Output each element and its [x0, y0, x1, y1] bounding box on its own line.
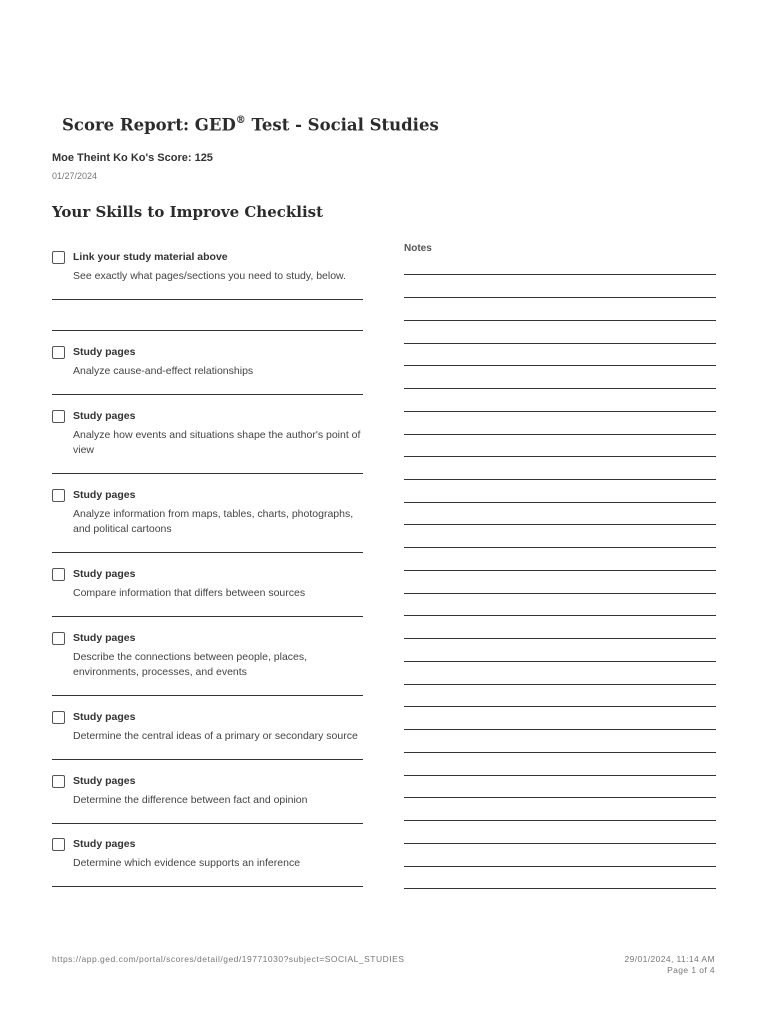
note-line: [404, 843, 716, 844]
note-line: [404, 524, 716, 525]
score-date: 01/27/2024: [52, 171, 98, 181]
note-line: [404, 411, 716, 412]
note-line: [404, 888, 716, 889]
footer-page-number: Page 1 of 4: [667, 965, 715, 975]
note-line: [404, 775, 716, 776]
checklist-item-title: Study pages: [73, 346, 136, 358]
divider: [52, 394, 363, 395]
divider: [52, 299, 363, 300]
notes-label: Notes: [404, 243, 432, 254]
checklist-item-title: Study pages: [73, 775, 136, 787]
divider: [52, 330, 363, 331]
note-line: [404, 729, 716, 730]
checkbox[interactable]: [52, 346, 65, 359]
checklist-item-title: Study pages: [73, 410, 136, 422]
checkbox[interactable]: [52, 632, 65, 645]
checklist-item-description: Determine the central ideas of a primary or secondary source: [73, 730, 358, 742]
note-line: [404, 365, 716, 366]
note-line: [404, 456, 716, 457]
checklist-item-title: Study pages: [73, 489, 136, 501]
checklist-item-description: Describe the connections between people, places, environments, processes, and events: [73, 651, 308, 678]
footer-timestamp: 29/01/2024, 11:14 AM: [624, 954, 715, 964]
checkbox[interactable]: [52, 489, 65, 502]
skills-checklist: [52, 0, 363, 1024]
checklist-item-description: Compare information that differs between sources: [73, 587, 306, 599]
note-line: [404, 593, 716, 594]
note-line: [404, 547, 716, 548]
note-line: [404, 343, 716, 344]
footer-url: https://app.ged.com/portal/scores/detail/ged/19771030?subject=SOCIAL_STUDIES: [52, 954, 405, 964]
divider: [52, 552, 363, 553]
divider: [52, 823, 363, 824]
checklist-item-title: Link your study material above: [73, 251, 228, 263]
checklist-item-description: Analyze cause-and-effect relationships: [73, 365, 254, 377]
note-line: [404, 274, 716, 275]
footer-meta: [624, 954, 715, 976]
title-suffix: Test - Social Studies: [245, 115, 439, 135]
checkbox[interactable]: [52, 410, 65, 423]
divider: [52, 759, 363, 760]
checklist-item-description: Determine which evidence supports an inference: [73, 857, 301, 869]
note-line: [404, 479, 716, 480]
note-line: [404, 706, 716, 707]
note-line: [404, 434, 716, 435]
note-line: [404, 638, 716, 639]
title-prefix: Score Report: GED: [62, 115, 236, 135]
checklist-item-title: Study pages: [73, 838, 136, 850]
note-line: [404, 866, 716, 867]
note-line: [404, 297, 716, 298]
registered-mark: ®: [235, 115, 246, 126]
note-line: [404, 570, 716, 571]
note-line: [404, 388, 716, 389]
checkbox[interactable]: [52, 251, 65, 264]
checklist-item-title: Study pages: [73, 568, 136, 580]
note-line: [404, 661, 716, 662]
note-line: [404, 502, 716, 503]
checkbox[interactable]: [52, 775, 65, 788]
divider: [52, 473, 363, 474]
checklist-item-description: See exactly what pages/sections you need to study, below.: [73, 270, 346, 282]
score-line: Moe Theint Ko Ko's Score: 125: [52, 152, 213, 164]
checkbox[interactable]: [52, 711, 65, 724]
divider: [52, 695, 363, 696]
checklist-item-title: Study pages: [73, 632, 136, 644]
checklist-item-description: Analyze information from maps, tables, charts, photographs, and political cartoons: [73, 508, 354, 535]
note-line: [404, 820, 716, 821]
checklist-heading: Your Skills to Improve Checklist: [52, 203, 324, 221]
checkbox[interactable]: [52, 568, 65, 581]
checklist-item-description: Analyze how events and situations shape the author's point of view: [73, 429, 361, 456]
note-line: [404, 752, 716, 753]
notes-column: [404, 0, 716, 1024]
note-line: [404, 684, 716, 685]
note-line: [404, 615, 716, 616]
divider: [52, 886, 363, 887]
checklist-item-description: Determine the difference between fact and opinion: [73, 794, 308, 806]
checkbox[interactable]: [52, 838, 65, 851]
divider: [52, 616, 363, 617]
note-line: [404, 797, 716, 798]
note-line: [404, 320, 716, 321]
checklist-item-title: Study pages: [73, 711, 136, 723]
